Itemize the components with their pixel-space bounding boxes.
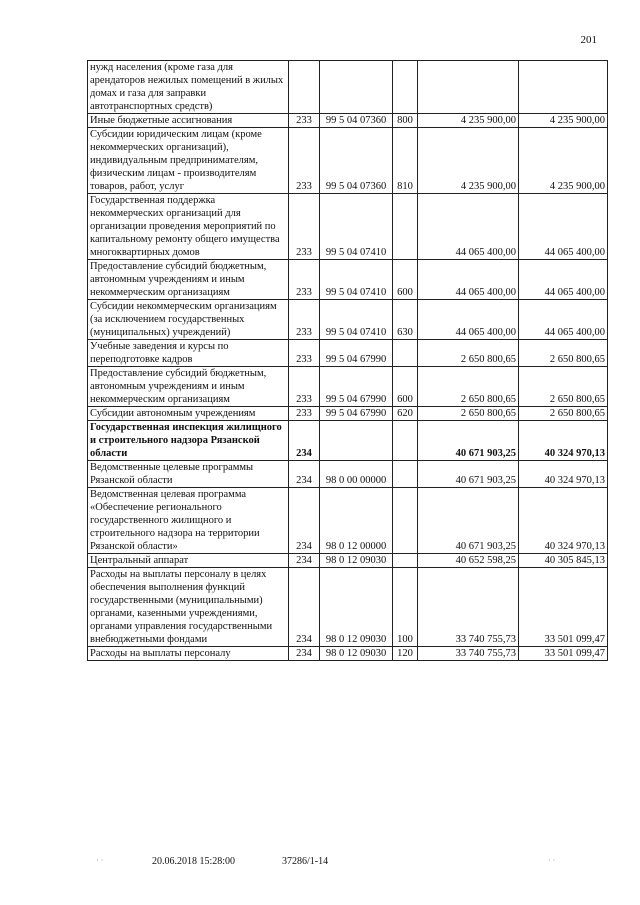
row-expense-type: 120 [393, 647, 418, 661]
row-sum-2019 [418, 61, 519, 114]
row-expense-type [393, 340, 418, 367]
table-row [88, 260, 608, 300]
row-sum-2019: 44 065 400,00 [418, 300, 519, 340]
row-admin-code: 234 [289, 488, 320, 554]
row-sum-2019: 2 650 800,65 [418, 367, 519, 407]
row-target-code: 98 0 12 09030 [320, 568, 393, 647]
row-sum-2020: 40 324 970,13 [519, 421, 608, 461]
row-admin-code [289, 61, 320, 114]
row-admin-code: 233 [289, 407, 320, 421]
row-sum-2020: 40 324 970,13 [519, 488, 608, 554]
table-row [88, 554, 608, 568]
row-expense-type [393, 554, 418, 568]
row-target-code: 98 0 12 09030 [320, 554, 393, 568]
row-sum-2019: 4 235 900,00 [418, 114, 519, 128]
row-sum-2020: 40 324 970,13 [519, 461, 608, 488]
footer-date: 20.06.2018 15:28:00 [152, 856, 236, 867]
row-admin-code: 233 [289, 260, 320, 300]
row-target-code [320, 421, 393, 461]
row-target-code: 99 5 04 07360 [320, 128, 393, 194]
row-admin-code: 233 [289, 300, 320, 340]
row-admin-code: 233 [289, 340, 320, 367]
table-row [88, 128, 608, 194]
row-expense-type [393, 421, 418, 461]
row-expense-type: 100 [393, 568, 418, 647]
table-row [88, 568, 608, 647]
row-target-code: 99 5 04 07410 [320, 300, 393, 340]
row-target-code [320, 61, 393, 114]
row-sum-2019: 2 650 800,65 [418, 340, 519, 367]
row-target-code: 98 0 12 09030 [320, 647, 393, 661]
row-sum-2020 [519, 61, 608, 114]
row-target-code: 98 0 00 00000 [320, 461, 393, 488]
footer-marks-right: · · [548, 856, 556, 865]
row-sum-2020: 4 235 900,00 [519, 114, 608, 128]
row-name: нужд населения (кроме газа для арендаторов нежилых помещений в жилых домах и газа для заправки автотранспортных средств) [88, 61, 289, 114]
row-expense-type [393, 194, 418, 260]
table-row [88, 367, 608, 407]
row-target-code: 99 5 04 07360 [320, 114, 393, 128]
row-sum-2020: 2 650 800,65 [519, 340, 608, 367]
table-row [88, 194, 608, 260]
row-sum-2020: 33 501 099,47 [519, 568, 608, 647]
row-name: Субсидии автономным учреждениям [88, 407, 289, 421]
row-admin-code: 233 [289, 128, 320, 194]
row-sum-2020: 44 065 400,00 [519, 300, 608, 340]
row-name: Государственная поддержка некоммерческих организаций для организации проведения мероприятий по капитальному ремонту общего имущества многоквартирных домов [88, 194, 289, 260]
row-name: Ведомственные целевые программы Рязанской области [88, 461, 289, 488]
row-expense-type: 600 [393, 260, 418, 300]
row-name: Предоставление субсидий бюджетным, автономным учреждениям и иным некоммерческим организациям [88, 367, 289, 407]
row-admin-code: 233 [289, 367, 320, 407]
row-sum-2020: 2 650 800,65 [519, 367, 608, 407]
row-admin-code: 234 [289, 554, 320, 568]
row-admin-code: 234 [289, 568, 320, 647]
row-sum-2019: 40 671 903,25 [418, 488, 519, 554]
row-sum-2019: 4 235 900,00 [418, 128, 519, 194]
row-sum-2019: 2 650 800,65 [418, 407, 519, 421]
table-row [88, 340, 608, 367]
row-admin-code: 234 [289, 461, 320, 488]
row-target-code: 99 5 04 67990 [320, 367, 393, 407]
table-row [88, 61, 608, 114]
row-expense-type [393, 488, 418, 554]
page-number: 201 [580, 34, 597, 46]
row-sum-2020: 44 065 400,00 [519, 260, 608, 300]
row-name: Субсидии некоммерческим организациям (за исключением государственных (муниципальных) учреждений) [88, 300, 289, 340]
row-sum-2020: 33 501 099,47 [519, 647, 608, 661]
row-admin-code: 234 [289, 421, 320, 461]
row-name: Расходы на выплаты персоналу в целях обеспечения выполнения функций государственными (муниципальными) органами, казенными учреждениями, органами управления государственными внебюджетными фондами [88, 568, 289, 647]
row-admin-code: 233 [289, 114, 320, 128]
row-sum-2019: 40 671 903,25 [418, 421, 519, 461]
row-target-code: 99 5 04 67990 [320, 340, 393, 367]
table-row [88, 407, 608, 421]
row-name: Ведомственная целевая программа «Обеспечение регионального государственного жилищного и строительного надзора на территории Рязанской области» [88, 488, 289, 554]
row-sum-2019: 33 740 755,73 [418, 647, 519, 661]
table-row [88, 114, 608, 128]
row-name: Предоставление субсидий бюджетным, автономным учреждениям и иным некоммерческим организациям [88, 260, 289, 300]
row-target-code: 99 5 04 67990 [320, 407, 393, 421]
budget-table [87, 60, 608, 661]
row-sum-2020: 44 065 400,00 [519, 194, 608, 260]
table-row [88, 461, 608, 488]
page-footer [0, 856, 640, 870]
row-sum-2020: 2 650 800,65 [519, 407, 608, 421]
row-sum-2019: 40 671 903,25 [418, 461, 519, 488]
row-name: Центральный аппарат [88, 554, 289, 568]
footer-doc-number: 37286/1-14 [282, 856, 329, 867]
row-expense-type: 630 [393, 300, 418, 340]
row-expense-type: 620 [393, 407, 418, 421]
row-name: Учебные заведения и курсы по переподготовке кадров [88, 340, 289, 367]
row-sum-2019: 40 652 598,25 [418, 554, 519, 568]
row-admin-code: 234 [289, 647, 320, 661]
table-row [88, 300, 608, 340]
row-admin-code: 233 [289, 194, 320, 260]
row-name: Расходы на выплаты персоналу [88, 647, 289, 661]
row-expense-type [393, 61, 418, 114]
footer-marks-left: · · [96, 856, 104, 865]
row-sum-2019: 44 065 400,00 [418, 194, 519, 260]
row-target-code: 98 0 12 00000 [320, 488, 393, 554]
table-row [88, 647, 608, 661]
row-target-code: 99 5 04 07410 [320, 194, 393, 260]
budget-table-body [88, 61, 608, 661]
row-sum-2020: 40 305 845,13 [519, 554, 608, 568]
row-expense-type [393, 461, 418, 488]
row-sum-2019: 33 740 755,73 [418, 568, 519, 647]
row-sum-2020: 4 235 900,00 [519, 128, 608, 194]
row-expense-type: 600 [393, 367, 418, 407]
table-row [88, 488, 608, 554]
row-name: Субсидии юридическим лицам (кроме некоммерческих организаций), индивидуальным предпринимателям, физическим лицам - производителям товаров, работ, услуг [88, 128, 289, 194]
row-sum-2019: 44 065 400,00 [418, 260, 519, 300]
row-expense-type: 800 [393, 114, 418, 128]
row-expense-type: 810 [393, 128, 418, 194]
table-row [88, 421, 608, 461]
row-name: Иные бюджетные ассигнования [88, 114, 289, 128]
row-name: Государственная инспекция жилищного и строительного надзора Рязанской области [88, 421, 289, 461]
row-target-code: 99 5 04 07410 [320, 260, 393, 300]
